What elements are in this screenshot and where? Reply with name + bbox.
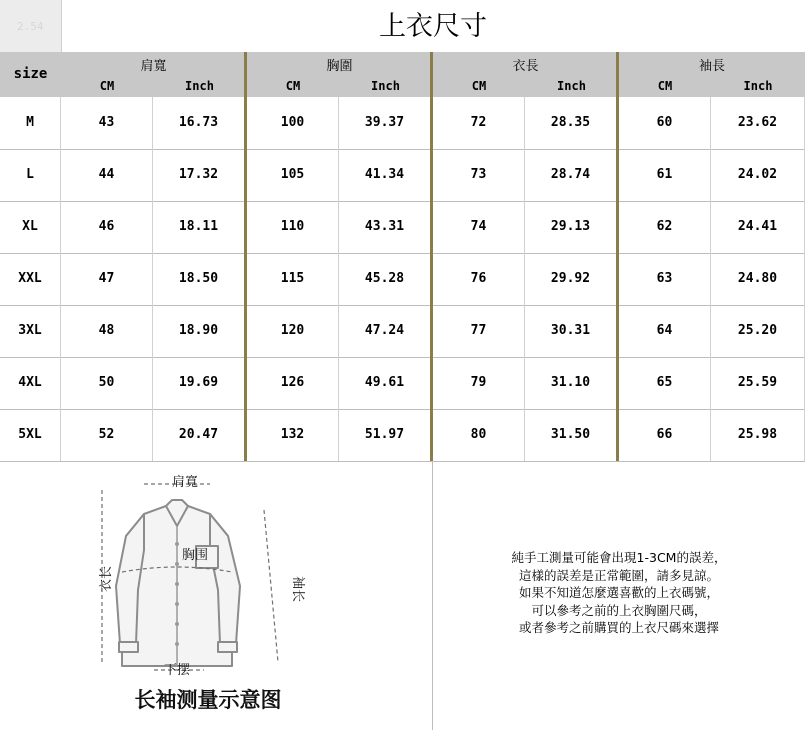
chest-cm-cell: 126 — [247, 357, 339, 409]
unit-cm: CM — [99, 79, 115, 93]
sleeve-cm-cell: 65 — [619, 357, 711, 409]
sleeve-cm-cell: 64 — [619, 305, 711, 357]
label-sleeve: 袖长 — [290, 576, 305, 603]
shoulder-cm-cell: 48 — [61, 305, 153, 357]
length-inch-cell: 31.50 — [525, 409, 617, 461]
chest-cm-cell: 115 — [247, 253, 339, 305]
sleeve-arrow — [264, 510, 278, 662]
chest-inch-cell: 47.24 — [339, 305, 431, 357]
length-inch-cell: 30.31 — [525, 305, 617, 357]
table-row — [0, 253, 805, 306]
measurement-note — [453, 549, 785, 637]
sleeve-inch-cell: 23.62 — [711, 97, 805, 149]
sleeve-inch-cell: 25.59 — [711, 357, 805, 409]
length-inch-cell: 28.74 — [525, 149, 617, 201]
size-cell: XL — [0, 201, 61, 253]
label-length: 衣长 — [99, 565, 114, 592]
unit-cm: CM — [657, 79, 673, 93]
unit-cm: CM — [285, 79, 301, 93]
sleeve-inch-cell: 24.80 — [711, 253, 805, 305]
chest-cm-cell: 105 — [247, 149, 339, 201]
note-panel — [433, 461, 805, 730]
right-cuff — [218, 642, 237, 652]
label-chest: 胸围 — [182, 548, 209, 563]
note-line: 可以參考之前的上衣胸圍尺碼， — [531, 602, 707, 618]
button — [175, 642, 179, 646]
unit-inch: Inch — [371, 79, 400, 93]
chest-inch-cell: 43.31 — [339, 201, 431, 253]
sleeve-cm-cell: 60 — [619, 97, 711, 149]
shoulder-cm-cell: 52 — [61, 409, 153, 461]
shoulder-cm-cell: 46 — [61, 201, 153, 253]
chest-cm-cell: 132 — [247, 409, 339, 461]
shoulder-cm-cell: 50 — [61, 357, 153, 409]
length-inch-cell: 29.92 — [525, 253, 617, 305]
button — [175, 602, 179, 606]
group-label: 袖長 — [698, 59, 725, 74]
size-cell: XXL — [0, 253, 61, 305]
corner-cell — [0, 0, 62, 52]
length-cm-cell: 80 — [433, 409, 525, 461]
sleeve-cm-cell: 62 — [619, 201, 711, 253]
unit-inch: Inch — [557, 79, 586, 93]
button — [175, 582, 179, 586]
shoulder-cm-cell: 44 — [61, 149, 153, 201]
button — [175, 622, 179, 626]
chest-inch-cell: 51.97 — [339, 409, 431, 461]
length-cm-cell: 79 — [433, 357, 525, 409]
length-inch-cell: 29.13 — [525, 201, 617, 253]
unit-cm: CM — [471, 79, 487, 93]
shoulder-inch-cell: 20.47 — [153, 409, 245, 461]
length-inch-cell: 31.10 — [525, 357, 617, 409]
group-sleeve — [619, 52, 805, 97]
unit-inch: Inch — [185, 79, 214, 93]
sleeve-inch-cell: 25.98 — [711, 409, 805, 461]
button — [175, 542, 179, 546]
group-divider — [244, 52, 247, 461]
sleeve-cm-cell: 61 — [619, 149, 711, 201]
shoulder-inch-cell: 19.69 — [153, 357, 245, 409]
table-row — [0, 201, 805, 254]
button — [175, 562, 179, 566]
chest-cm-cell: 110 — [247, 201, 339, 253]
sleeve-cm-cell: 66 — [619, 409, 711, 461]
sleeve-inch-cell: 25.20 — [711, 305, 805, 357]
note-line: 純手工測量可能會出現1-3CM的誤差， — [511, 550, 727, 565]
shoulder-inch-cell: 18.50 — [153, 253, 245, 305]
table-row — [0, 97, 805, 150]
length-cm-cell: 73 — [433, 149, 525, 201]
chest-inch-cell: 49.61 — [339, 357, 431, 409]
shoulder-cm-cell: 43 — [61, 97, 153, 149]
table-row — [0, 409, 805, 462]
shoulder-cm-cell: 47 — [61, 253, 153, 305]
size-header: size — [13, 66, 48, 82]
table-row — [0, 305, 805, 358]
note-line: 或者參考之前購買的上衣尺碼來選擇 — [518, 620, 719, 635]
label-shoulder: 肩寬 — [172, 475, 199, 490]
sleeve-inch-cell: 24.41 — [711, 201, 805, 253]
chest-inch-cell: 39.37 — [339, 97, 431, 149]
length-cm-cell: 74 — [433, 201, 525, 253]
shoulder-inch-cell: 18.90 — [153, 305, 245, 357]
length-cm-cell: 77 — [433, 305, 525, 357]
chest-inch-cell: 41.34 — [339, 149, 431, 201]
table-row — [0, 357, 805, 410]
left-cuff — [119, 642, 138, 652]
size-cell: M — [0, 97, 61, 149]
shoulder-inch-cell: 16.73 — [153, 97, 245, 149]
shoulder-inch-cell: 17.32 — [153, 149, 245, 201]
chest-inch-cell: 45.28 — [339, 253, 431, 305]
title-row — [0, 0, 805, 52]
chart-title: 上衣尺寸 — [379, 11, 487, 42]
sleeve-cm-cell: 63 — [619, 253, 711, 305]
shoulder-inch-cell: 18.11 — [153, 201, 245, 253]
group-label: 胸圍 — [326, 59, 353, 74]
length-cm-cell: 72 — [433, 97, 525, 149]
unit-inch: Inch — [743, 79, 773, 93]
group-label: 衣長 — [512, 59, 539, 74]
group-length — [433, 52, 618, 97]
size-cell: 3XL — [0, 305, 61, 357]
group-shoulder — [61, 52, 246, 97]
group-divider — [430, 52, 433, 461]
chest-cm-cell: 120 — [247, 305, 339, 357]
group-label: 肩寬 — [140, 59, 167, 74]
diagram-caption: 长袖测量示意图 — [134, 688, 282, 712]
sleeve-inch-cell: 24.02 — [711, 149, 805, 201]
note-line: 如果不知道怎麼選喜歡的上衣碼號， — [518, 585, 719, 600]
table-row — [0, 149, 805, 202]
length-inch-cell: 28.35 — [525, 97, 617, 149]
group-chest — [247, 52, 432, 97]
size-cell: L — [0, 149, 61, 201]
note-line: 這樣的誤差是正常範圍，請多見諒。 — [518, 567, 719, 583]
corner-mark: 2.54 — [17, 20, 44, 33]
size-cell: 5XL — [0, 409, 61, 461]
size-cell: 4XL — [0, 357, 61, 409]
label-hem: 下摆 — [164, 663, 191, 678]
chest-cm-cell: 100 — [247, 97, 339, 149]
group-divider — [616, 52, 619, 461]
length-cm-cell: 76 — [433, 253, 525, 305]
